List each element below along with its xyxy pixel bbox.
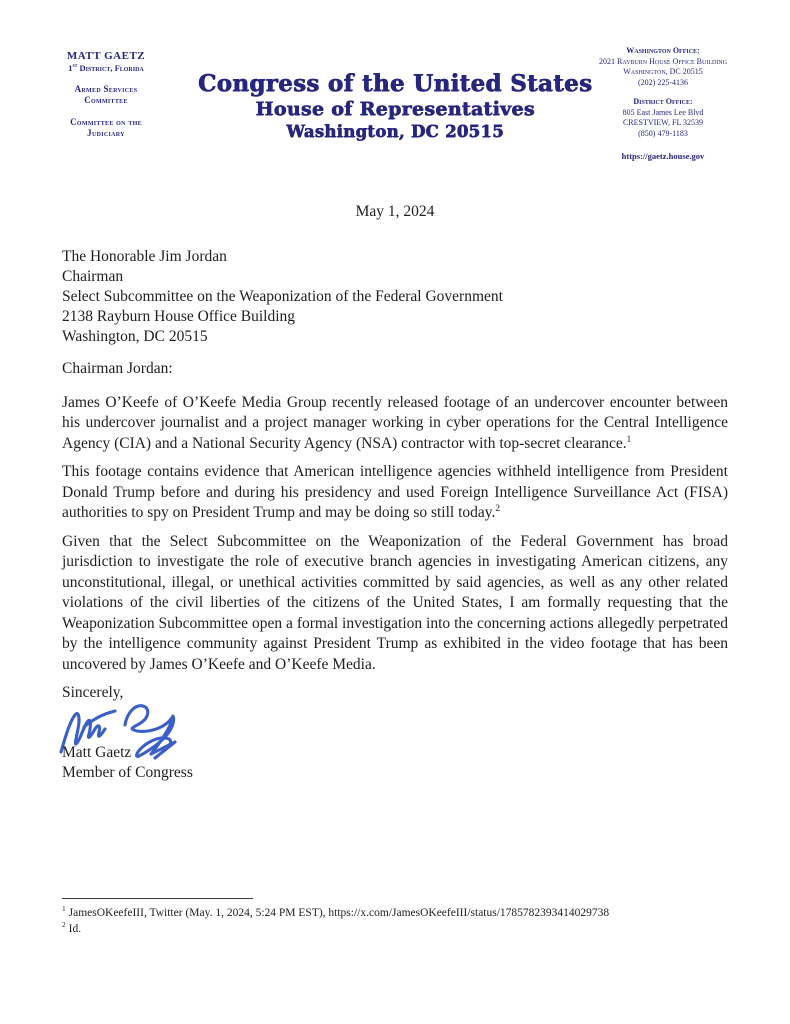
washington-office bbox=[554, 46, 772, 88]
district-office-label: District Office: bbox=[633, 97, 693, 106]
body-paragraph: This footage contains evidence that American intelligence agencies withheld intelligence from President Donald Trump before and during his presidency and used Foreign Intelligence Surveillance Act (FISA) authorities to spy on President Trump and may be doing so still today.$^2$ bbox=[62, 463, 728, 521]
district-rest: District, Florida bbox=[77, 63, 144, 73]
closing: Sincerely, bbox=[62, 684, 124, 701]
district-office bbox=[554, 97, 772, 139]
recipient-line: Chairman bbox=[62, 268, 124, 285]
footnote-marker: 2 bbox=[62, 919, 66, 929]
signer-title: Member of Congress bbox=[62, 764, 193, 781]
seal-line-washington: Washington, DC 20515 bbox=[286, 122, 504, 141]
footnote-text: Id. bbox=[68, 922, 82, 935]
district-number: 1 bbox=[68, 63, 73, 73]
letterhead-offices-block bbox=[554, 46, 772, 162]
letter-date: May 1, 2024 bbox=[355, 203, 435, 220]
recipient-address bbox=[62, 247, 503, 347]
district-ordinal: st bbox=[72, 63, 78, 70]
seal-line-house: House of Representatives bbox=[255, 98, 535, 120]
committee-armed-services: Armed Services Committee bbox=[74, 84, 138, 105]
district-office-address2: CRESTVIEW, FL 32539 bbox=[622, 118, 704, 127]
washington-office-address2: Washington, DC 20515 bbox=[623, 67, 703, 76]
footnote-text: JamesOKeefeIII, Twitter (May. 1, 2024, 5:24 PM EST), https://x.com/JamesOKeefeIII/status/1785782393414029738 bbox=[68, 907, 610, 919]
washington-office-phone: (202) 225-4136 bbox=[638, 77, 688, 87]
washington-office-label: Washington Office: bbox=[626, 46, 700, 55]
district-office-phone: (850) 479-1183 bbox=[638, 128, 688, 138]
footnote bbox=[62, 906, 750, 922]
recipient-line: The Honorable Jim Jordan bbox=[62, 248, 227, 265]
recipient-line: 2138 Rayburn House Office Building bbox=[62, 308, 296, 325]
member-name: MATT GAETZ bbox=[66, 50, 146, 62]
body-paragraph: Given that the Select Subcommittee on the Weaponization of the Federal Government has broad jurisdiction to investigate the role of executive branch agencies in investigating American citizens, any unconstitutional, illegal, or unethical activities committed by said agencies, as well as any other related violations of the civil liberties of the citizens of the United States, I am formally requesting that the Weaponization Subcommittee open a formal investigation into the concerning actions allegedly perpetrated by the intelligence community against President Trump as exhibited in the video footage that has been uncovered by James O’Keefe and O’Keefe Media. bbox=[62, 532, 728, 673]
body-paragraph: James O’Keefe of O’Keefe Media Group recently released footage of an undercover encounter between his undercover journalist and a project manager working in cyber operations for the Central Intelligence Agency (CIA) and a National Security Agency (NSA) contractor with top-secret clearance.$^1$ bbox=[62, 393, 728, 452]
letterhead-member-block bbox=[26, 50, 186, 139]
member-district bbox=[26, 63, 186, 73]
footnote bbox=[62, 919, 750, 938]
recipient-line: Washington, DC 20515 bbox=[62, 328, 208, 345]
footnote-reference: 1 bbox=[626, 434, 632, 445]
footnote-marker: 1 bbox=[62, 904, 66, 914]
website-link: https://gaetz.house.gov bbox=[621, 151, 705, 161]
letter-body bbox=[62, 359, 728, 784]
signer-name: Matt Gaetz bbox=[62, 743, 132, 761]
footnotes-section bbox=[62, 898, 750, 937]
seal-line-congress: Congress of the United States bbox=[197, 70, 593, 97]
washington-office-address1: 2021 Rayburn House Office Building bbox=[598, 56, 727, 66]
footnote-separator bbox=[62, 898, 253, 899]
letterhead-seal-block bbox=[190, 72, 600, 141]
recipient-line: Select Subcommittee on the Weaponization of the Federal Government bbox=[62, 288, 503, 305]
district-office-address1: 805 East James Lee Blvd bbox=[622, 107, 704, 117]
salutation: Chairman Jordan: bbox=[62, 360, 173, 377]
committee-judiciary: Committee on the Judiciary bbox=[70, 117, 142, 138]
footnote-reference: 2 bbox=[495, 503, 501, 514]
